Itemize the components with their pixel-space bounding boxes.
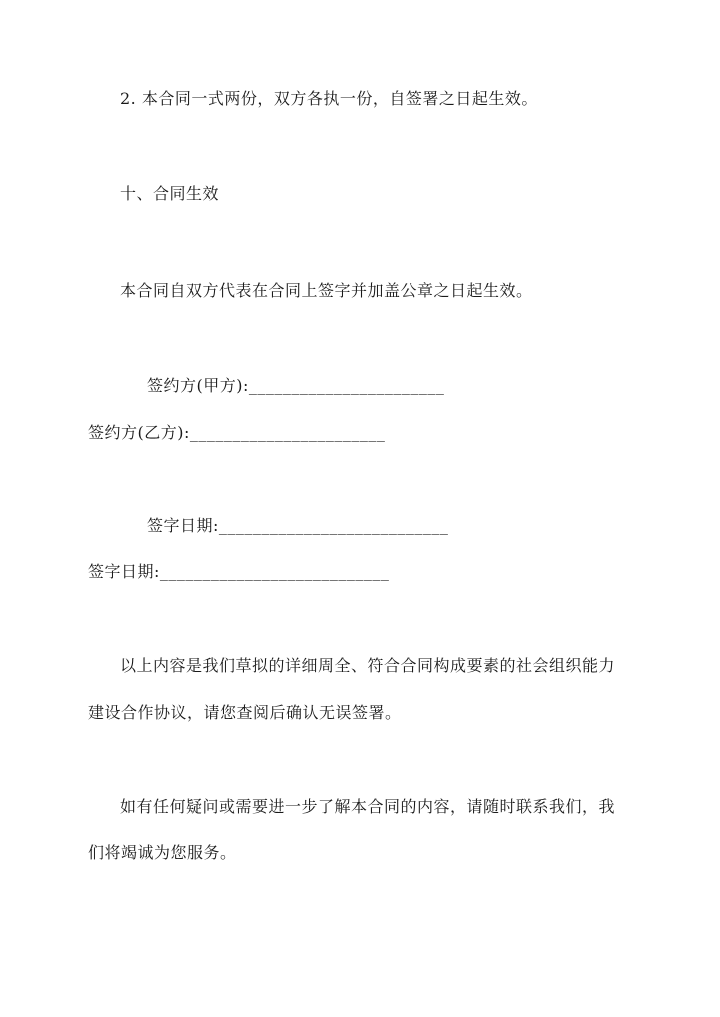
section-10-heading: 十、合同生效	[120, 184, 220, 203]
closing-paragraph-1-line-1: 以上内容是我们草拟的详细周全、符合合同构成要素的社会组织能力	[120, 656, 616, 675]
section-10-body: 本合同自双方代表在合同上签字并加盖公章之日起生效。	[120, 281, 533, 300]
signatory-party-b: 签约方(乙方):_______________________	[88, 423, 386, 442]
closing-paragraph-2-line-2: 们将竭诚为您服务。	[88, 843, 237, 862]
clause-2: 2. 本合同一式两份，双方各执一份，自签署之日起生效。	[120, 89, 538, 108]
closing-paragraph-1-line-2: 建设合作协议，请您查阅后确认无误签署。	[88, 703, 402, 722]
closing-paragraph-2-line-1: 如有任何疑问或需要进一步了解本合同的内容，请随时联系我们，我	[120, 797, 616, 816]
sign-date-a: 签字日期:___________________________	[147, 516, 449, 535]
signatory-party-a: 签约方(甲方):_______________________	[147, 376, 445, 395]
sign-date-b: 签字日期:___________________________	[88, 562, 390, 581]
